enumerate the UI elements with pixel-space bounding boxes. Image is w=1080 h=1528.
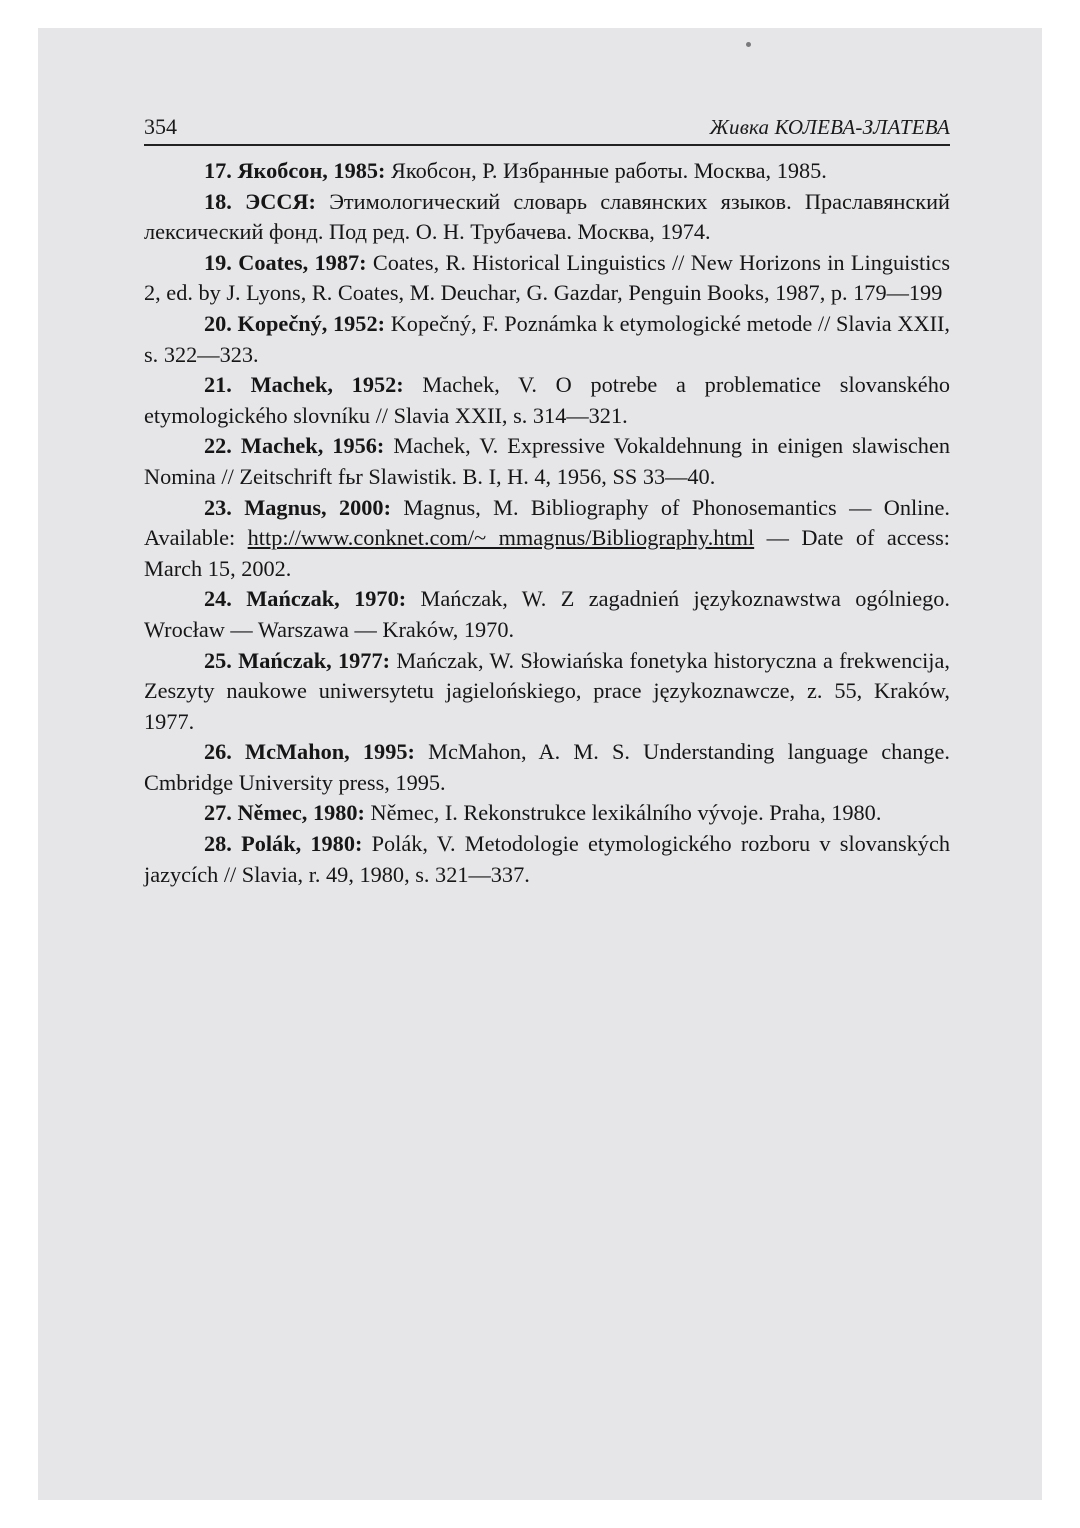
reference-text-tail: — Date of access: March 15, 2002.	[144, 525, 950, 581]
reference-item	[144, 431, 950, 492]
reference-text: Mańczak, W. Słowiańska fonetyka historyczna a frekwencija, Zeszyty naukowe uniwersytetu jagielońskiego, prace językoznawcze, z. 55, Kraków, 1977.	[144, 647, 950, 734]
reference-key: 21. Machek, 1952:	[204, 372, 404, 398]
reference-text: Этимологический словарь славянских языков. Праславянский лексический фонд. Под ред. О. Н. Трубачева. Москва, 1974.	[144, 188, 950, 245]
reference-text: Polák, V. Metodologie etymologického rozboru v slovanských jazycích // Slavia, r. 49, 1980, s. 321—337.	[144, 831, 950, 887]
page-number: 354	[144, 114, 177, 139]
reference-text: McMahon, A. M. S. Understanding language change. Cmbridge University press, 1995.	[144, 739, 950, 795]
reference-item	[144, 309, 950, 370]
reference-item	[144, 493, 950, 585]
reference-text: Machek, V. Expressive Vokaldehnung in einigen slawischen Nomina // Zeitschrift fьr Slawistik. B. I, H. 4, 1956, SS 33—40.	[144, 433, 950, 489]
reference-text: Mańczak, W. Z zagadnień językoznawstwa ogólniego. Wrocław — Warszawa — Kraków, 1970.	[144, 586, 950, 642]
speck	[746, 42, 751, 47]
reference-key: 18. ЭССЯ:	[204, 188, 316, 214]
reference-key: 26. McMahon, 1995:	[204, 739, 415, 765]
reference-key: 28. Polák, 1980:	[204, 831, 363, 857]
reference-key: 20. Kopečný, 1952:	[204, 310, 386, 336]
reference-key: 24. Mańczak, 1970:	[204, 586, 407, 612]
reference-text: Magnus, M. Bibliography of Phonosemantics — Online. Available:	[144, 494, 950, 551]
reference-item	[144, 737, 950, 798]
scanned-page	[38, 28, 1042, 1500]
reference-text: Němec, I. Rekonstrukce lexikálního vývoje. Praha, 1980.	[364, 800, 882, 826]
reference-item	[144, 646, 950, 738]
reference-text: Coates, R. Historical Linguistics // New Horizons in Linguistics 2, ed. by J. Lyons, R. Coates, M. Deuchar, G. Gazdar, Penguin Books, 1987, p. 179—199	[144, 249, 950, 306]
reference-item	[144, 798, 950, 829]
reference-text: Kopečný, F. Poznámka k etymologické metode // Slavia XXII, s. 322—323.	[144, 310, 950, 367]
reference-item	[144, 248, 950, 309]
reference-item	[144, 584, 950, 645]
reference-url-link[interactable]: http://www.conknet.com/~ mmagnus/Bibliography.html	[247, 525, 755, 551]
reference-key: 25. Mańczak, 1977:	[204, 647, 391, 673]
reference-item	[144, 187, 950, 248]
reference-text: Якобсон, Р. Избранные работы. Москва, 1985.	[385, 158, 827, 183]
reference-item	[144, 370, 950, 431]
reference-item	[144, 156, 950, 187]
reference-list	[144, 156, 950, 890]
running-head: Живка КОЛЕВА-ЗЛАТЕВА	[709, 115, 950, 139]
reference-key: 17. Якобсон, 1985:	[204, 158, 386, 183]
reference-key: 23. Magnus, 2000:	[204, 494, 391, 520]
reference-key: 22. Machek, 1956:	[204, 433, 385, 459]
reference-text: Machek, V. O potrebe a problematice slovanského etymologického slovníku // Slavia XXII, s. 314—321.	[144, 372, 951, 428]
header-rule	[144, 144, 950, 146]
reference-item	[144, 829, 950, 890]
reference-key: 27. Němec, 1980:	[204, 800, 365, 826]
page-header	[144, 110, 950, 146]
reference-key: 19. Coates, 1987:	[204, 249, 367, 275]
